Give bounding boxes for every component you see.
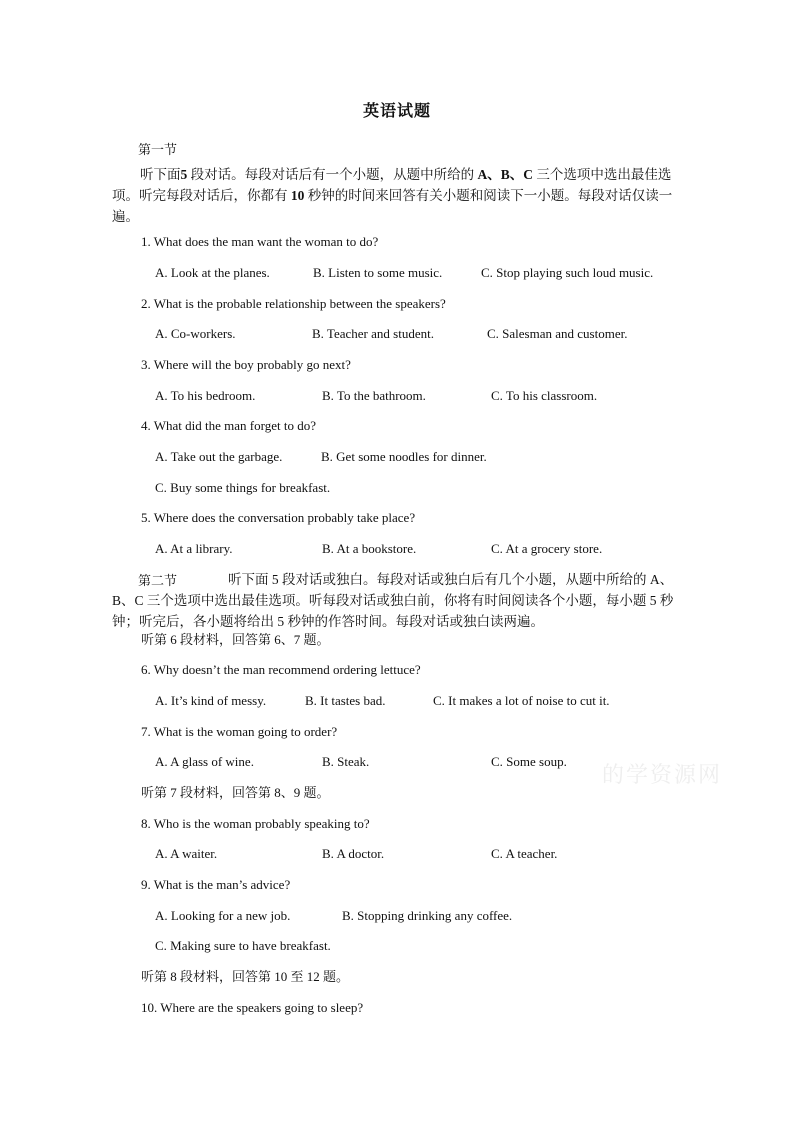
- q9-option-a: A. Looking for a new job.: [155, 908, 291, 923]
- q7-option-b: B. Steak.: [322, 754, 370, 769]
- q7-option-a: A. A glass of wine.: [155, 754, 254, 769]
- question-1: 1. What does the man want the woman to do?: [141, 234, 379, 249]
- question-9: 9. What is the man’s advice?: [141, 877, 291, 892]
- q4-option-a: A. Take out the garbage.: [155, 449, 283, 464]
- material-8-heading: 听第 8 段材料，回答第 10 至 12 题。: [141, 969, 350, 984]
- instr-text: 听下面: [140, 167, 181, 182]
- q1-option-c: C. Stop playing such loud music.: [481, 265, 654, 280]
- q2-option-c: C. Salesman and customer.: [487, 326, 628, 341]
- q2-option-a: A. Co-workers.: [155, 326, 236, 341]
- q8-option-b: B. A doctor.: [322, 846, 385, 861]
- q5-option-c: C. At a grocery store.: [491, 541, 603, 556]
- question-6: 6. Why doesn’t the man recommend ordering lettuce?: [141, 662, 421, 677]
- section1-heading: 第一节: [138, 142, 178, 157]
- question-4: 4. What did the man forget to do?: [141, 418, 316, 433]
- q5-option-a: A. At a library.: [155, 541, 233, 556]
- q4-option-c: C. Buy some things for breakfast.: [155, 480, 331, 495]
- instr-text: 段对话。每段对话后有一个小题，从题中所给的: [187, 167, 478, 182]
- instr-text: 三个选项中选出最佳选项。听完每段对话后，你都有: [112, 167, 672, 203]
- q9-option-c: C. Making sure to have breakfast.: [155, 938, 331, 953]
- instr-text: 秒钟的时间来回答有关小题和阅读下一小题。每段对话仅读一遍。: [112, 188, 673, 224]
- q5-option-b: B. At a bookstore.: [322, 541, 417, 556]
- instr-number: 10: [290, 188, 305, 203]
- section1-instructions: [112, 164, 682, 227]
- q1-option-a: A. Look at the planes.: [155, 265, 270, 280]
- page-title: 英语试题: [362, 103, 431, 120]
- section2-heading: 第二节: [138, 573, 178, 588]
- q3-option-a: A. To his bedroom.: [155, 388, 256, 403]
- question-5: 5. Where does the conversation probably take place?: [141, 510, 416, 525]
- section2-instructions: 听下面 5 段对话或独白。每段对话或独白后有几个小题，从题中所给的 A、B、C 三个选项中选出最佳选项。听每段对话或独白前，你将有时间阅读各个小题，每小题 5 秒钟；听完后，各小题将给出 5 秒钟的作答时间。每段对话或独白读两遍。: [112, 572, 674, 629]
- material-7-heading: 听第 7 段材料，回答第 8、9 题。: [141, 785, 330, 800]
- question-10: 10. Where are the speakers going to sleep?: [141, 1000, 364, 1015]
- q1-option-b: B. Listen to some music.: [313, 265, 443, 280]
- q6-option-b: B. It tastes bad.: [305, 693, 386, 708]
- question-2: 2. What is the probable relationship between the speakers?: [141, 296, 446, 311]
- q4-option-b: B. Get some noodles for dinner.: [321, 449, 487, 464]
- q3-option-c: C. To his classroom.: [491, 388, 598, 403]
- q8-option-a: A. A waiter.: [155, 846, 218, 861]
- q6-option-c: C. It makes a lot of noise to cut it.: [433, 693, 610, 708]
- q6-option-a: A. It’s kind of messy.: [155, 693, 267, 708]
- q7-option-c: C. Some soup.: [491, 754, 567, 769]
- q8-option-c: C. A teacher.: [491, 846, 558, 861]
- instr-number: 5: [180, 167, 188, 182]
- question-8: 8. Who is the woman probably speaking to?: [141, 816, 370, 831]
- question-7: 7. What is the woman going to order?: [141, 724, 338, 739]
- material-6-heading: 听第 6 段材料，回答第 6、7 题。: [141, 632, 330, 647]
- question-3: 3. Where will the boy probably go next?: [141, 357, 351, 372]
- watermark-text: 的学资源网: [602, 763, 723, 788]
- q3-option-b: B. To the bathroom.: [322, 388, 426, 403]
- q2-option-b: B. Teacher and student.: [312, 326, 434, 341]
- instr-options: A、B、C: [477, 167, 534, 182]
- q9-option-b: B. Stopping drinking any coffee.: [342, 908, 513, 923]
